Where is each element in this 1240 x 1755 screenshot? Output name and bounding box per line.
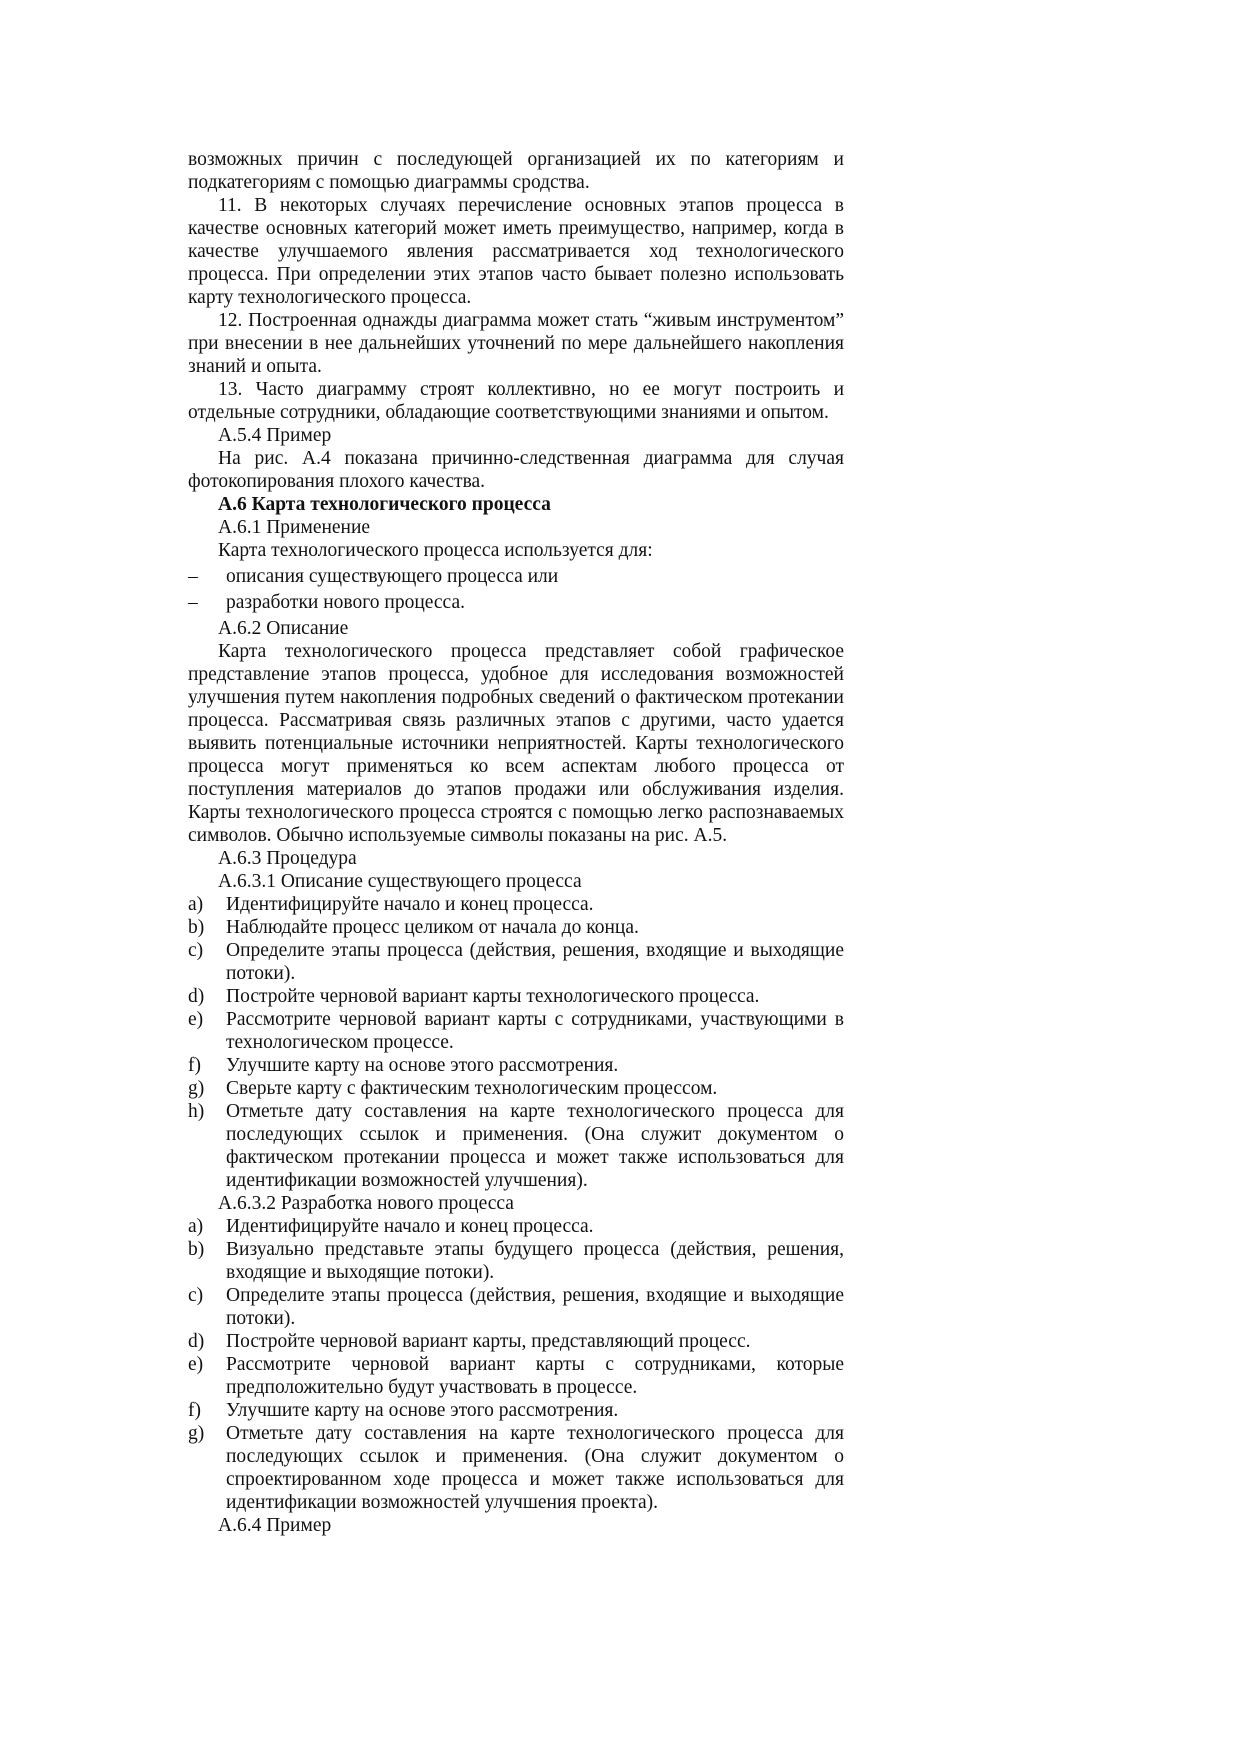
heading-a61: А.6.1 Применение [218,517,371,538]
list-marker: a) [188,1216,204,1237]
list-item-text: Наблюдайте процесс целиком от начала до конца. [226,917,639,938]
list-item [188,1284,844,1330]
heading-a63: А.6.3 Процедура [218,848,357,869]
list-marker: d) [188,986,205,1007]
list-marker: f) [188,1400,201,1421]
list-marker: f) [188,1055,201,1076]
list-item [188,916,844,939]
list-marker: g) [188,1078,205,1099]
list-marker: g) [188,1423,205,1444]
list-item [188,1215,844,1238]
heading-a62: А.6.2 Описание [218,618,349,639]
list-item [188,1077,844,1100]
list-item [188,1353,844,1399]
list-item [188,591,844,614]
list-item [188,1330,844,1353]
dash-marker: – [188,592,198,613]
list-item-text: разработки нового процесса. [226,592,465,613]
list-item-text: Рассмотрите черновой вариант карты с сотрудниками, которые предположительно будут участвовать в процессе. [226,1354,844,1398]
list-marker: b) [188,917,205,938]
list-item-text: Определите этапы процесса (действия, решения, входящие и выходящие потоки). [226,940,844,984]
list-item-text: Сверьте карту с фактическим технологическим процессом. [226,1078,718,1099]
list-item [188,939,844,985]
list-item-text: Рассмотрите черновой вариант карты с сотрудниками, участвующими в технологическом процессе. [226,1009,844,1053]
list-marker: d) [188,1331,205,1352]
list-item [188,1100,844,1192]
list-marker: c) [188,940,204,961]
paragraph-item-12: 12. Построенная однажды диаграмма может стать “живым инструментом” при внесении в нее дальнейших уточнений по мере дальнейшего накопления знаний и опыта. [188,310,844,377]
dash-list [188,565,844,614]
list-marker: e) [188,1354,204,1375]
paragraph-a61: Карта технологического процесса используется для: [218,540,653,561]
list-item [188,893,844,916]
list-item [188,1238,844,1284]
list-item-text: Улучшите карту на основе этого рассмотрения. [226,1055,619,1076]
list-marker: c) [188,1285,204,1306]
list-item-text: Визуально представьте этапы будущего процесса (действия, решения, входящие и выходящие потоки). [226,1239,844,1283]
heading-a632: А.6.3.2 Разработка нового процесса [218,1193,514,1214]
dash-marker: – [188,566,198,587]
heading-a64: А.6.4 Пример [218,1515,332,1536]
list-item-text: Отметьте дату составления на карте технологического процесса для последующих ссылок и применения. (Она служит документом о спроектированном ходе процесса и может также использоваться для идентификации возможностей улучшения проекта). [226,1423,844,1513]
document-page [188,148,844,1537]
list-item-text: Определите этапы процесса (действия, решения, входящие и выходящие потоки). [226,1285,844,1329]
list-marker: h) [188,1101,205,1122]
paragraph-a54: На рис. А.4 показана причинно-следственная диаграмма для случая фотокопирования плохого качества. [188,448,844,492]
list-item [188,1422,844,1514]
paragraph-a62: Карта технологического процесса представляет собой графическое представление этапов процесса, удобное для исследования возможностей улучшения путем накопления подробных сведений о фактическом протекании процесса. Рассматривая связь различных этапов с другими, часто удается выявить потенциальные источники неприятностей. Карты технологического процесса могут применяться ко всем аспектам любого процесса от поступления материалов до этапов продажи или обслуживания изделия. Карты технологического процесса строятся с помощью легко распознаваемых символов. Обычно используемые символы показаны на рис. А.5. [188,641,844,846]
list-marker: e) [188,1009,204,1030]
list-item [188,1054,844,1077]
list-item [188,1399,844,1422]
paragraph-continuation: возможных причин с последующей организацией их по категориям и подкатегориям с помощью диаграммы сродства. [188,149,844,193]
list-item [188,565,844,588]
list-item-text: Идентифицируйте начало и конец процесса. [226,894,594,915]
list-item-text: Идентифицируйте начало и конец процесса. [226,1216,594,1237]
heading-a631: А.6.3.1 Описание существующего процесса [218,871,582,892]
section-heading-a6: А.6 Карта технологического процесса [218,494,551,515]
paragraph-item-11: 11. В некоторых случаях перечисление основных этапов процесса в качестве основных категорий может иметь преимущество, например, когда в качестве улучшаемого явления рассматривается ход технологического процесса. При определении этих этапов часто бывает полезно использовать карту технологического процесса. [188,195,844,308]
list-item-text: описания существующего процесса или [226,566,559,587]
existing-process-list [188,893,844,1192]
list-item [188,985,844,1008]
list-item-text: Постройте черновой вариант карты технологического процесса. [226,986,760,1007]
paragraph-item-13: 13. Часто диаграмму строят коллективно, но ее могут построить и отдельные сотрудники, обладающие соответствующими знаниями и опытом. [188,379,844,423]
list-item-text: Отметьте дату составления на карте технологического процесса для последующих ссылок и применения. (Она служит документом о фактическом протекании процесса и может также использоваться для идентификации возможностей улучшения). [226,1101,844,1191]
list-item-text: Постройте черновой вариант карты, представляющий процесс. [226,1331,751,1352]
list-marker: b) [188,1239,205,1260]
heading-a54: А.5.4 Пример [218,425,332,446]
list-item [188,1008,844,1054]
list-item-text: Улучшите карту на основе этого рассмотрения. [226,1400,619,1421]
new-process-list [188,1215,844,1514]
list-marker: a) [188,894,204,915]
